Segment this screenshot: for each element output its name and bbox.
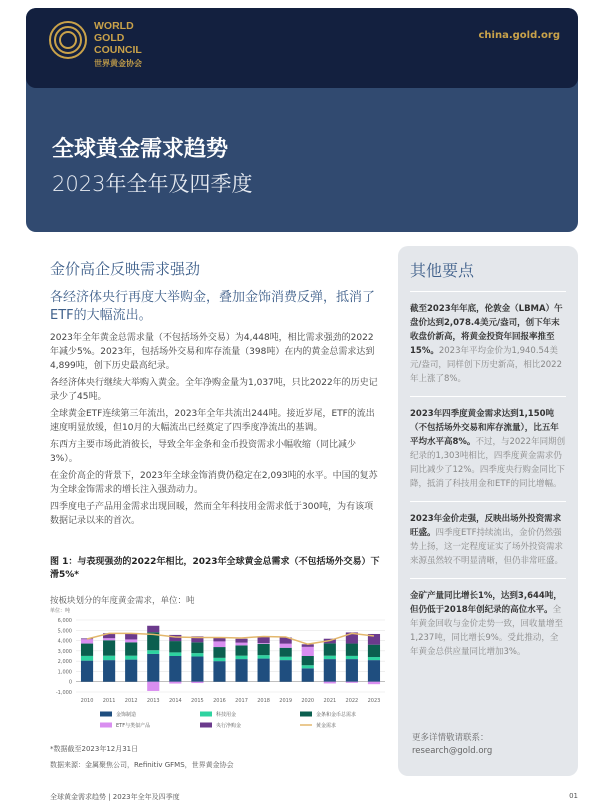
sidebar-heading: 其他要点 xyxy=(410,258,566,292)
y-tick-label: 6,000 xyxy=(57,618,72,624)
bar-segment xyxy=(125,656,137,660)
bar-segment xyxy=(147,654,159,682)
x-tick-label: 2013 xyxy=(146,698,160,704)
bar-segment xyxy=(346,644,358,656)
x-tick-label: 2021 xyxy=(323,698,337,704)
legend-swatch xyxy=(200,712,212,717)
bar-segment xyxy=(169,682,181,684)
figure-title: 图 1：与表现强劲的2022年相比，2023年全球黄金总需求（不包括场外交易）下滑5%* xyxy=(50,557,380,580)
x-tick-label: 2014 xyxy=(168,698,182,704)
demand-chart xyxy=(50,604,390,734)
bar-segment xyxy=(280,660,292,682)
bar-segment xyxy=(324,659,336,682)
bar-segment xyxy=(235,659,247,682)
contact-label: 更多详情敬请联系： xyxy=(412,733,489,743)
bar-segment xyxy=(235,643,247,646)
footer-text: 全球黄金需求趋势 | 2023年全年及四季度 xyxy=(50,793,180,801)
y-tick-label: 0 xyxy=(68,679,72,686)
bar-segment xyxy=(125,660,137,682)
bar-segment xyxy=(169,652,181,656)
bar-segment xyxy=(302,668,314,681)
paragraph: 全球黄金ETF连续第三年流出，2023年全年共流出244吨。接近岁尾，ETF的流出速度明显放缓，但10月的大幅流出已经奠定了四季度净流出的基调。 xyxy=(50,409,375,433)
key-points-sidebar xyxy=(398,246,578,776)
rings-logo-icon xyxy=(48,20,88,60)
bar-segment xyxy=(125,639,137,642)
main-content xyxy=(50,258,380,531)
x-tick-label: 2012 xyxy=(124,698,138,704)
bar-segment xyxy=(81,644,93,656)
y-tick-label: 2,000 xyxy=(57,659,72,666)
bar-segment xyxy=(368,657,380,660)
logo-line: WORLD xyxy=(94,20,134,32)
key-point: 2023年金价走强，反映出场外投资需求旺盛。四季度ETF持续流出，金价仍然强势上扬，这一定程度证实了场外投资需求来源虽然较不明显清晰，但仍非常旺盛。 xyxy=(410,512,566,579)
x-tick-label: 2023 xyxy=(367,698,381,704)
x-tick-label: 2015 xyxy=(191,698,204,704)
bar-segment xyxy=(213,658,225,661)
bar-segment xyxy=(235,639,247,643)
x-tick-label: 2022 xyxy=(345,698,359,704)
bar-segment xyxy=(191,657,203,682)
bar-segment xyxy=(368,682,380,684)
x-tick-label: 2010 xyxy=(80,698,94,704)
y-tick-label: 5,000 xyxy=(57,628,72,635)
page-number: 01 xyxy=(569,792,578,800)
figure-note: *数据截至2023年12月31日 xyxy=(50,745,139,753)
bar-segment xyxy=(368,660,380,682)
bar-segment xyxy=(346,656,358,659)
y-tick-label: -1,000 xyxy=(55,690,72,696)
x-tick-label: 2011 xyxy=(102,698,116,704)
site-link[interactable]: china.gold.org xyxy=(478,30,560,41)
legend-swatch xyxy=(100,723,112,728)
hero-banner xyxy=(26,8,578,232)
bar-segment xyxy=(213,641,225,647)
bar-segment xyxy=(258,644,270,655)
legend-label: ETF与类似产品 xyxy=(116,723,151,729)
legend-label: 金条和金币总需求 xyxy=(316,712,357,718)
legend-label: 科技用金 xyxy=(216,712,237,718)
bar-segment xyxy=(169,656,181,682)
page-title: 全球黄金需求趋势 xyxy=(52,137,229,162)
y-tick-label: 3,000 xyxy=(57,648,72,655)
bar-segment xyxy=(125,634,137,640)
bar-segment xyxy=(235,656,247,659)
legend-swatch xyxy=(100,712,112,717)
bar-segment xyxy=(346,659,358,682)
bar-segment xyxy=(258,643,270,644)
paragraph: 2023年全年黄金总需求量（不包括场外交易）为4,448吨，相比需求强劲的2022年减少5%。2023年，包括场外交易和库存流量（398吨）在内的黄金总需求达到4,899吨，创下历史最高纪录。 xyxy=(50,333,375,371)
legend-swatch xyxy=(300,712,312,717)
section-heading: 金价高企反映需求强劲 xyxy=(50,260,201,278)
x-tick-label: 2019 xyxy=(279,698,293,704)
key-point: 金矿产量同比增长1%，达到3,644吨，但仍低于2018年创纪录的高位水平。全年黄金回收与金价走势一致，回收量增至1,237吨，同比增长9%。受此推动，全年黄金总供应量同比增加3%。 xyxy=(410,591,564,657)
bar-segment xyxy=(213,647,225,658)
bar-segment xyxy=(324,643,336,655)
bar-segment xyxy=(302,656,314,665)
top-bar xyxy=(26,8,578,88)
key-point: 截至2023年年底，伦敦金（LBMA）午盘价达到2,078.4美元/盎司，创下年末收盘价新高，将黄金投资年回报率推至15%。2023年平均金价为1,940.54美元/盎司，同样创下历史新高，相比2022年上涨了8%。 xyxy=(410,302,566,397)
x-tick-label: 2016 xyxy=(213,698,226,704)
page-subtitle: 2023年全年及四季度 xyxy=(52,172,253,196)
unit-label: 单位：吨 xyxy=(50,608,71,614)
figure-source: 数据来源：金属聚焦公司，Refinitiv GFMS，世界黄金协会 xyxy=(50,761,234,769)
legend-swatch xyxy=(200,723,212,728)
bar-segment xyxy=(324,656,336,659)
paragraph: 东西方主要市场此消彼长，导致全年金条和金币投资需求小幅收缩（同比减少3%）。 xyxy=(50,440,357,464)
logo-line: COUNCIL xyxy=(94,44,142,56)
bar-segment xyxy=(280,644,292,648)
bar-segment xyxy=(302,647,314,656)
key-point: 2023年四季度黄金需求达到1,150吨（不包括场外交易和库存流量），比五年平均水平高8%。不过，与2022年同期创纪录的1,303吨相比，四季度黄金需求仍同比减少了12%。四季度央行购金同比下降，抵消了科技用金和ETF的同比增幅。 xyxy=(410,407,566,502)
paragraph: 在金价高企的背景下，2023年全球金饰消费仍稳定在2,093吨的水平。中国的复苏为全球金饰需求的增长注入强劲动力。 xyxy=(50,471,378,495)
section-subheading: 各经济体央行再度大举购金，叠加金饰消费反弹，抵消了ETF的大幅流出。 xyxy=(50,290,376,323)
bar-segment xyxy=(103,638,115,640)
bar-segment xyxy=(147,682,159,691)
bar-segment xyxy=(368,645,380,657)
logo-cn: 世界黄金协会 xyxy=(94,59,142,68)
bar-segment xyxy=(81,639,93,643)
bar-segment xyxy=(346,682,358,683)
bar-segment xyxy=(169,641,181,652)
x-tick-label: 2018 xyxy=(257,698,270,704)
bar-segment xyxy=(258,655,270,658)
bar-segment xyxy=(280,648,292,657)
bar-segment xyxy=(280,657,292,660)
y-tick-label: 1,000 xyxy=(57,669,72,676)
paragraph: 各经济体央行继续大举购入黄金。全年净购金量为1,037吨，只比2022年的历史记录少了45吨。 xyxy=(50,378,378,402)
bar-segment xyxy=(191,682,203,683)
bar-segment xyxy=(302,665,314,668)
contact xyxy=(412,732,492,758)
bar-segment xyxy=(191,642,203,653)
figure-subtitle: 按板块划分的年度黄金需求，单位：吨 xyxy=(50,596,195,606)
x-tick-label: 2017 xyxy=(235,698,248,704)
bar-segment xyxy=(147,626,159,632)
bar-segment xyxy=(103,640,115,655)
legend-label: 金饰制造 xyxy=(116,712,137,718)
bar-segment xyxy=(147,650,159,654)
wgc-logo xyxy=(48,20,142,70)
legend-label: 央行净购金 xyxy=(216,723,242,729)
y-tick-label: 4,000 xyxy=(57,638,72,645)
bar-segment xyxy=(125,642,137,655)
bar-segment xyxy=(324,682,336,684)
bar-segment xyxy=(213,661,225,682)
bar-segment xyxy=(103,660,115,682)
bar-segment xyxy=(191,653,203,656)
bar-segment xyxy=(81,661,93,682)
bar-segment xyxy=(258,659,270,682)
x-tick-label: 2020 xyxy=(301,698,315,704)
bar-segment xyxy=(235,645,247,655)
logo-line: GOLD xyxy=(94,32,125,44)
paragraph: 四季度电子产品用金需求出现回暖，然而全年科技用金需求低于300吨，为有该项数据记录以来的首次。 xyxy=(50,502,374,526)
bar-segment xyxy=(103,656,115,660)
legend-label: 黄金需求 xyxy=(316,723,337,729)
contact-email-link[interactable]: research@gold.org xyxy=(412,746,493,756)
bar-segment xyxy=(81,656,93,661)
